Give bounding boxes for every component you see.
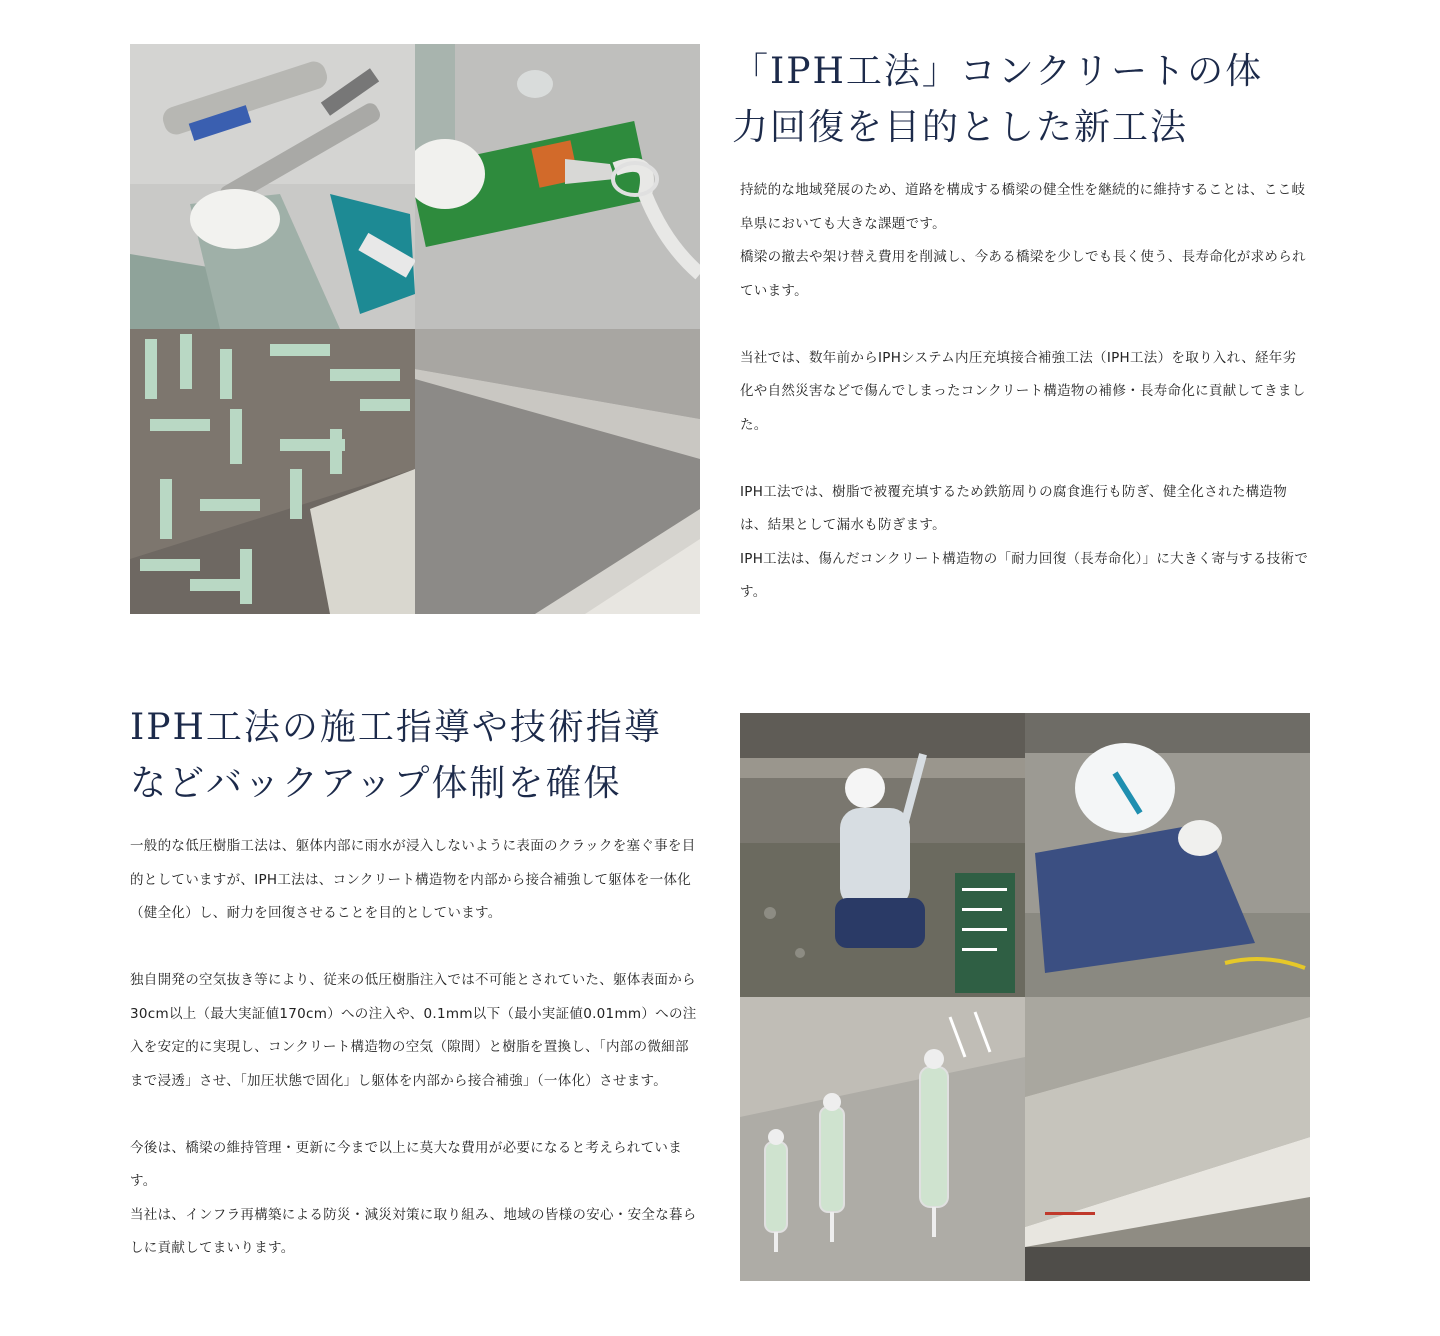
photo-worker-under-bridge (740, 713, 1025, 997)
section-backup-system (130, 700, 1310, 1300)
section-heading (732, 44, 1310, 156)
photo-worker-closeup (1025, 713, 1310, 997)
section-iph-method-intro (130, 44, 1310, 614)
section-heading (130, 700, 700, 812)
paragraph: IPH工法では、樹脂で被覆充填するため鉄筋周りの腐食進行も防ぎ、健全化された構造物は、結果として漏水も防ぎます。 (740, 483, 1288, 533)
paragraph: 今後は、橋梁の維持管理・更新に今まで以上に莫大な費用が必要になると考えられています。 (130, 1139, 682, 1189)
paragraph: 当社は、インフラ再構築による防災・減災対策に取り組み、地域の皆様の安心・安全な暮らしに貢献してまいります。 (130, 1206, 697, 1256)
heading-line-2: 力回復を目的とした新工法 (732, 107, 1189, 148)
intro-text-column (732, 44, 1310, 610)
intro-body (740, 174, 1310, 610)
heading-line-2: などバックアップ体制を確保 (130, 763, 622, 804)
backup-text-column (130, 700, 700, 1266)
photo-repaired-beam (415, 329, 700, 614)
paragraph: 持続的な地域発展のため、道路を構成する橋梁の健全性を継続的に維持することは、ここ岐阜県においても大きな課題です。 (740, 182, 1306, 232)
photo-injection-gun (130, 44, 415, 329)
photo-sealant-tube (415, 44, 700, 329)
heading-line-1: IPH工法の施工指導や技術指導 (130, 707, 662, 748)
paragraph: 一般的な低圧樹脂工法は、躯体内部に雨水が浸入しないように表面のクラックを塞ぐ事を目的としていますが、IPH工法は、コンクリート構造物を内部から接合補強して躯体を一体化（健全化）し、耐力を回復させることを目的としています。 (130, 838, 696, 921)
photo-grid-construction (130, 44, 700, 614)
paragraph: 独自開発の空気抜き等により、従来の低圧樹脂注入では不可能とされていた、躯体表面から30cm以上（最大実証値170cm）への注入や、0.1mm以下（最小実証値0.01mm）への注入を安定的に実現し、コンクリート構造物の空気（隙間）と樹脂を置換し、「内部の微細部まで浸透」させ、「加圧状態で固化」し躯体を内部から接合補強」（一体化）させます。 (130, 972, 697, 1089)
photo-bridge-girder (1025, 997, 1310, 1281)
heading-line-1: 「IPH工法」コンクリートの体 (732, 51, 1264, 92)
paragraph: 橋梁の撤去や架け替え費用を削減し、今ある橋梁を少しでも長く使う、長寿命化が求められています。 (740, 249, 1306, 299)
photo-injectors-array (130, 329, 415, 614)
photo-grid-onsite (740, 713, 1310, 1281)
backup-body (130, 830, 700, 1266)
paragraph: IPH工法は、傷んだコンクリート構造物の「耐力回復（長寿命化）」に大きく寄与する技術です。 (740, 550, 1309, 600)
paragraph: 当社では、数年前からIPHシステム内圧充填接合補強工法（IPH工法）を取り入れ、経年劣化や自然災害などで傷んでしまったコンクリート構造物の補修・長寿命化に貢献してきました。 (740, 349, 1306, 433)
photo-injectors-underside (740, 997, 1025, 1281)
